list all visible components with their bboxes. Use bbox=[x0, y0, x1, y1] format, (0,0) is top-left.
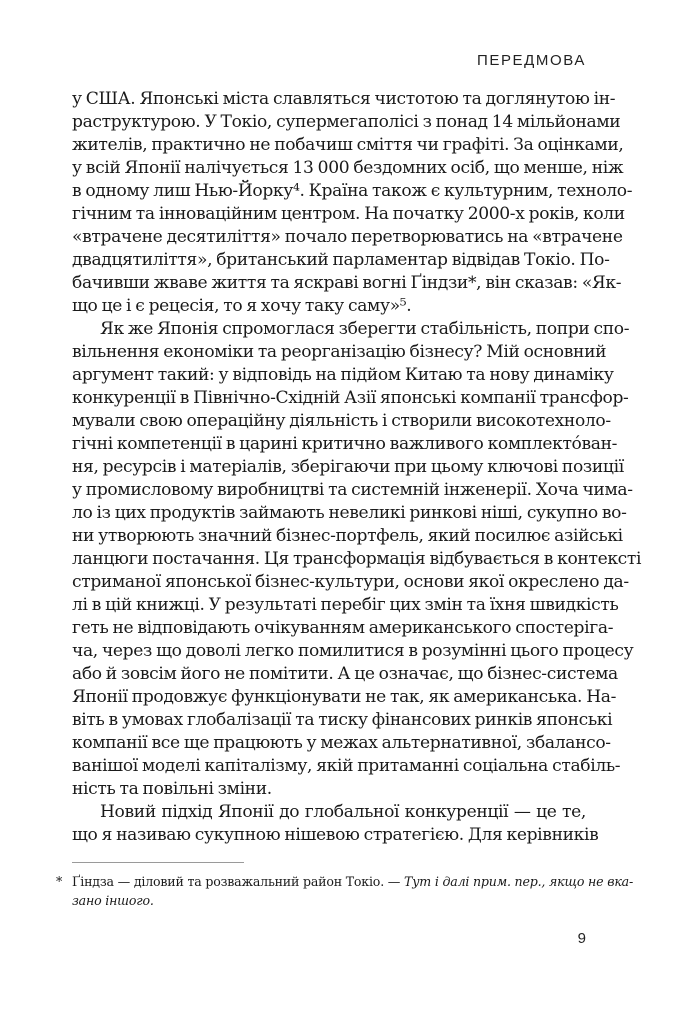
body-line: у промисловому виробництві та системній інженерії. Хоча чима- bbox=[72, 480, 633, 500]
body-line: аргумент такий: у відповідь на підйом Китаю та нову динаміку bbox=[72, 365, 614, 385]
body-line: ланцюги постачання. Ця трансформація відбувається в контексті bbox=[72, 549, 642, 569]
body-line: ни утворюють значний бізнес-портфель, який посилює азійські bbox=[72, 526, 623, 546]
footnote-text: Ґіндза — діловий та розважальний район Токіо. — bbox=[72, 874, 404, 889]
body-line: мували свою операційну діяльність і створили високотехноло- bbox=[72, 411, 611, 431]
body-line: конкуренції в Північно-Східній Азії японські компанії трансфор- bbox=[72, 388, 629, 408]
body-line: раструктурою. У Токіо, супермегаполісі з понад 14 мільйонами bbox=[72, 112, 621, 132]
footnote-marker: * bbox=[56, 874, 63, 889]
body-line: Як же Японія спромоглася зберегти стабільність, попри спо- bbox=[100, 319, 630, 339]
footnote-italic-text: зано іншого. bbox=[72, 893, 154, 908]
footnote-line bbox=[72, 872, 634, 891]
body-line: Японії продовжує функціонувати не так, як американська. На- bbox=[72, 687, 617, 707]
body-line: у всій Японії налічується 13 000 бездомних осіб, що менше, ніж bbox=[72, 158, 624, 178]
body-line: компанії все ще працюють у межах альтернативної, збалансо- bbox=[72, 733, 611, 753]
body-line: гічним та інноваційним центром. На початку 2000-х років, коли bbox=[72, 204, 625, 224]
body-line: стриманої японської бізнес-культури, основи якої окреслено да- bbox=[72, 572, 629, 592]
page-number: 9 bbox=[577, 930, 586, 947]
body-line: бачивши жваве життя та яскраві вогні Ґіндзи*, він сказав: «Як- bbox=[72, 273, 622, 293]
body-line: геть не відповідають очікуванням американського спостеріга- bbox=[72, 618, 614, 638]
body-line: ванішої моделі капіталізму, якій притаманні соціальна стабіль- bbox=[72, 756, 621, 776]
body-line: двадцятиліття», британський парламентар відвідав Токіо. По- bbox=[72, 250, 610, 270]
running-title: ПЕРЕДМОВА bbox=[476, 52, 586, 69]
body-line: у США. Японські міста славляться чистотою та доглянутою ін- bbox=[72, 89, 616, 109]
body-line: що я називаю сукупною нішевою стратегією. Для керівників bbox=[72, 825, 599, 845]
body-line: ня, ресурсів і матеріалів, зберігаючи при цьому ключові позиції bbox=[72, 457, 624, 477]
body-line: в одному лиш Нью-Йорку⁴. Країна також є культурним, техноло- bbox=[72, 181, 633, 201]
body-line: жителів, практично не побачиш сміття чи графіті. За оцінками, bbox=[72, 135, 624, 155]
body-line: ло із цих продуктів займають невеликі ринкові ніші, сукупно во- bbox=[72, 503, 627, 523]
body-line: «втрачене десятиліття» почало перетворюватись на «втрачене bbox=[72, 227, 623, 247]
body-line: гічні компетенції в царині критично важливого комплектóван- bbox=[72, 434, 618, 454]
body-line: ність та повільні зміни. bbox=[72, 779, 272, 799]
body-line: вільнення економіки та реорганізацію бізнесу? Мій основний bbox=[72, 342, 607, 362]
footnote-divider bbox=[72, 862, 244, 863]
body-line: що це і є рецесія, то я хочу таку саму»⁵. bbox=[72, 296, 412, 316]
footnote-italic-text: Тут і далі прим. пер., якщо не вка- bbox=[404, 874, 634, 889]
body-line: лі в цій книжці. У результаті перебіг цих змін та їхня швидкість bbox=[72, 595, 619, 615]
body-line: або й зовсім його не помітити. А це означає, що бізнес-система bbox=[72, 664, 618, 684]
body-line: Новий підхід Японії до глобальної конкуренції — це те, bbox=[100, 802, 586, 822]
body-line: ча, через що доволі легко помилитися в розумінні цього процесу bbox=[72, 641, 634, 661]
body-line: віть в умовах глобалізації та тиску фінансових ринків японські bbox=[72, 710, 613, 730]
footnote-line bbox=[72, 891, 272, 910]
